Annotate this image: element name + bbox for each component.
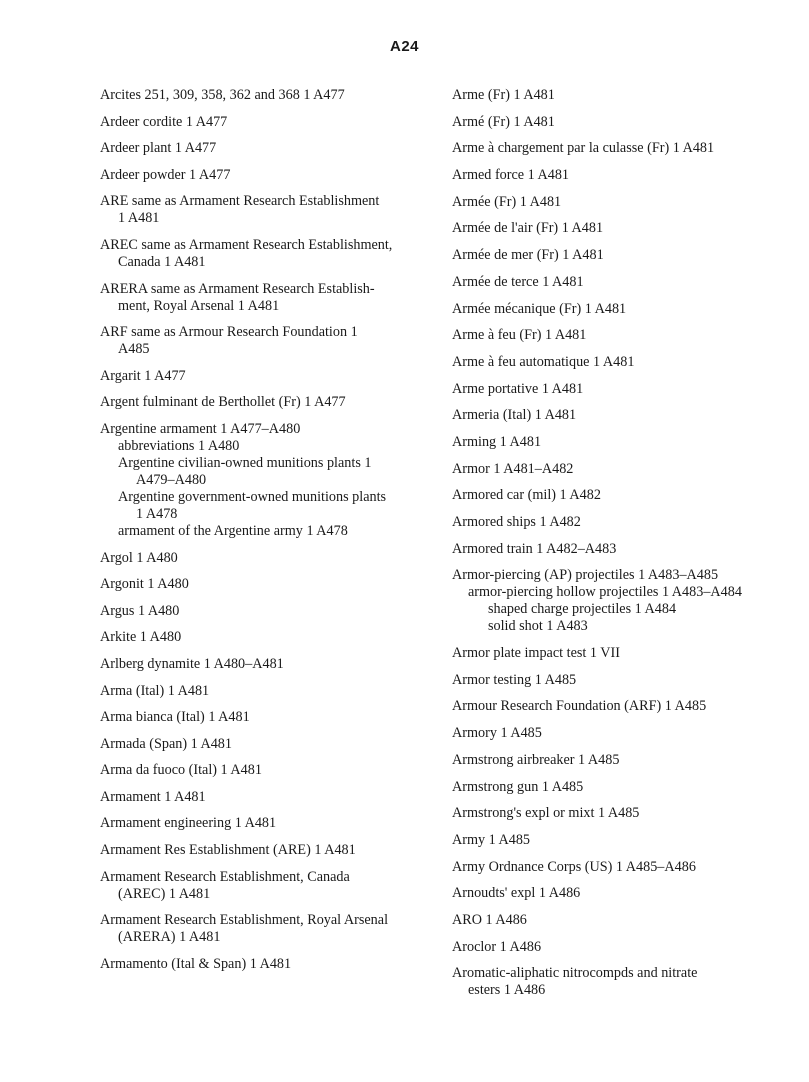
index-entry [452,859,792,876]
index-entry [100,421,420,540]
index-entry-heading: Armée (Fr) 1 A481 [452,193,562,210]
index-entry-heading: Armored car (mil) 1 A482 [452,487,601,504]
index-entry-heading: Arma (Ital) 1 A481 [100,682,210,699]
index-entry [100,237,420,271]
index-entry-subline: shaped charge projectiles 1 A484 [488,601,677,618]
index-entry-heading: Arme (Fr) 1 A481 [452,87,555,103]
index-entry [452,274,792,291]
index-entry [100,815,420,832]
index-entry [100,683,420,700]
index-entry-subline: abbreviations 1 A480 [118,437,240,454]
index-entry-subline: armament of the Argentine army 1 A478 [118,522,348,539]
index-entry-heading: Arme à chargement par la culasse (Fr) 1 A481 [452,140,715,157]
index-entry [452,779,792,796]
index-entry [452,645,792,662]
index-entry-subline: A479–A480 [136,471,207,488]
index-entry [452,514,792,531]
index-entry-heading: Armada (Span) 1 A481 [100,735,232,752]
index-entry-heading: Armament 1 A481 [100,788,206,805]
index-entry-heading: Arme portative 1 A481 [452,380,584,397]
index-entry [452,487,792,504]
index-entry-subline: 1 A478 [136,505,178,522]
index-column-left [100,87,420,982]
index-entry-heading: Armée de mer (Fr) 1 A481 [452,247,604,264]
index-entry-heading: ARO 1 A486 [452,911,527,928]
index-entry [452,407,792,424]
index-entry [452,247,792,264]
index-entry [452,912,792,929]
index-entry [100,281,420,315]
index-entry-heading: Arma da fuoco (Ital) 1 A481 [100,762,262,779]
index-entry-heading: Argol 1 A480 [100,549,178,566]
index-entry [452,752,792,769]
page-number: A24 [389,38,420,55]
index-entry [452,87,792,104]
index-entry-subline: armor-piercing hollow projectiles 1 A483–A484 [468,584,742,601]
index-entry [452,167,792,184]
index-entry-subline: (AREC) 1 A481 [118,885,211,902]
index-entry [452,140,792,157]
index-entry [100,912,420,946]
index-entry-heading: Armée de l'air (Fr) 1 A481 [452,220,604,237]
index-entry-heading: Arme à feu automatique 1 A481 [452,353,635,370]
index-entry-heading: Armée mécanique (Fr) 1 A481 [452,300,627,317]
index-column-right [452,87,792,1009]
index-entry-heading: Arcites 251, 309, 358, 362 and 368 1 A477 [100,87,345,103]
index-entry-heading: Armed force 1 A481 [452,167,570,184]
index-entry [100,576,420,593]
index-entry-subline: esters 1 A486 [468,982,546,999]
index-entry-heading: Armament engineering 1 A481 [100,815,277,832]
index-entry-heading: Argonit 1 A480 [100,576,189,593]
index-entry-heading: Argent fulminant de Berthollet (Fr) 1 A477 [100,394,346,411]
index-entry-heading: Armor 1 A481–A482 [452,460,574,477]
index-entry [100,114,420,131]
index-entry [452,354,792,371]
index-entry-heading: Armée de terce 1 A481 [452,273,584,290]
index-entry [100,762,420,779]
index-entry [452,725,792,742]
index-entry-heading: Army Ordnance Corps (US) 1 A485–A486 [452,858,696,875]
index-entry-heading: Armored ships 1 A482 [452,514,581,530]
index-entry-heading: ARERA same as Armament Research Establish- [100,280,375,297]
index-entry [452,220,792,237]
index-entry-heading: Armament Res Establishment (ARE) 1 A481 [100,842,356,859]
index-entry [452,885,792,902]
index-entry [452,461,792,478]
index-entry-subline: Argentine civilian-owned munitions plants 1 [118,454,372,471]
index-entry-heading: Argentine armament 1 A477–A480 [100,420,301,437]
index-entry-heading: Aromatic-aliphatic nitrocompds and nitrate [452,965,698,982]
index-entry [100,87,420,104]
index-entry [452,114,792,131]
index-entry-heading: ARE same as Armament Research Establishment [100,193,380,210]
index-entry-heading: Armamento (Ital & Span) 1 A481 [100,955,292,972]
index-entry [100,140,420,157]
index-entry-heading: Armstrong airbreaker 1 A485 [452,751,620,768]
index-entry [452,327,792,344]
index-entry [100,709,420,726]
index-entry-heading: Armé (Fr) 1 A481 [452,113,555,130]
index-entry-heading: Argarit 1 A477 [100,367,186,384]
index-entry [100,629,420,646]
index-entry [452,672,792,689]
index-entry-heading: Armament Research Establishment, Royal Arsenal [100,912,389,929]
index-entry-heading: Arma bianca (Ital) 1 A481 [100,709,250,726]
index-entry-heading: Armory 1 A485 [452,725,542,742]
index-entry-heading: Armstrong gun 1 A485 [452,778,584,795]
index-entry-heading: Ardeer powder 1 A477 [100,166,231,183]
index-entry-heading: Armstrong's expl or mixt 1 A485 [452,805,640,822]
index-entry-heading: Armament Research Establishment, Canada [100,868,350,885]
index-entry [100,869,420,903]
index-entry [452,434,792,451]
index-entry-subline: Argentine government-owned munitions plants [118,488,387,505]
index-entry-heading: Armor testing 1 A485 [452,671,577,688]
index-entry-heading: Armor-piercing (AP) projectiles 1 A483–A485 [452,567,719,584]
index-entry-subline: 1 A481 [118,210,160,227]
index-entry-subline: Canada 1 A481 [118,253,206,270]
index-entry-heading: Arming 1 A481 [452,433,542,450]
index-entry [452,965,792,999]
index-entry-heading: Argus 1 A480 [100,602,180,619]
index-entry-heading: Ardeer cordite 1 A477 [100,113,228,130]
index-entry-heading: Arkite 1 A480 [100,629,182,646]
index-entry [452,698,792,715]
index-entry-heading: Aroclor 1 A486 [452,938,542,955]
index-entry-heading: Arnoudts' expl 1 A486 [452,885,581,902]
index-entry [452,194,792,211]
index-entry [100,193,420,227]
index-entry-heading: Ardeer plant 1 A477 [100,140,217,157]
index-entry [452,301,792,318]
index-entry [452,939,792,956]
index-entry [452,541,792,558]
index-entry [100,789,420,806]
index-entry-heading: Armor plate impact test 1 VII [452,645,620,662]
index-entry-heading: Armeria (Ital) 1 A481 [452,407,577,424]
index-entry [100,736,420,753]
index-entry [452,381,792,398]
index-entry-subline: (ARERA) 1 A481 [118,929,221,946]
index-entry-subline: solid shot 1 A483 [488,618,588,635]
index-entry [100,656,420,673]
index-entry [100,956,420,973]
index-entry [100,603,420,620]
index-entry [100,368,420,385]
index-entry [100,167,420,184]
index-entry [100,550,420,567]
index-entry [452,567,792,635]
index-entry-heading: AREC same as Armament Research Establishment, [100,236,393,253]
index-entry [100,842,420,859]
index-entry-heading: Armour Research Foundation (ARF) 1 A485 [452,698,707,715]
index-entry-subline: ment, Royal Arsenal 1 A481 [118,297,280,314]
index-entry [452,832,792,849]
index-entry-heading: Arme à feu (Fr) 1 A481 [452,327,587,344]
index-entry [100,324,420,358]
index-entry [452,805,792,822]
index-entry-heading: Arlberg dynamite 1 A480–A481 [100,655,284,672]
index-entry-heading: ARF same as Armour Research Foundation 1 [100,324,358,341]
index-entry-subline: A485 [118,341,150,358]
index-entry-heading: Army 1 A485 [452,831,531,848]
index-entry-heading: Armored train 1 A482–A483 [452,540,617,557]
index-entry [100,394,420,411]
